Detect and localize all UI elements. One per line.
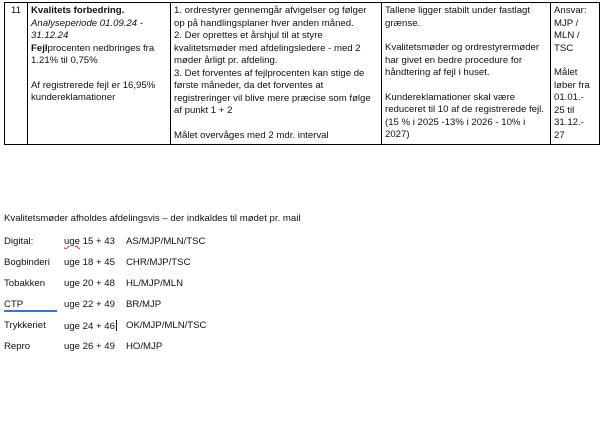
- participants: AS/MJP/MLN/TSC: [126, 236, 206, 247]
- meeting-weeks: [64, 299, 115, 310]
- action-item-2: 2. Der oprettes et årshjul til at styre kvalitetsmøder med afdelingsledere - med 2 møder årligt pr. afdeling.: [174, 30, 361, 66]
- goal-statement: [31, 43, 167, 68]
- week-numbers: 22 + 49: [80, 299, 115, 310]
- meeting-note: Kvalitetsmøder afholdes afdelingsvis – der indkaldes til mødet pr. mail: [4, 213, 301, 224]
- meeting-weeks: [64, 320, 117, 332]
- goal-statement-text: procenten nedbringes fra 1.21% til 0,75%: [31, 42, 155, 66]
- actions-cell: [171, 3, 382, 145]
- week-numbers: 20 + 48: [80, 278, 115, 289]
- department-name: Trykkeriet: [4, 320, 46, 331]
- text-cursor: [116, 320, 117, 331]
- week-word: uge: [64, 321, 81, 332]
- week-word: uge: [64, 257, 81, 268]
- quality-goals-table: [4, 2, 600, 145]
- department-name: Bogbinderi: [4, 257, 50, 268]
- week-numbers: 15 + 43: [80, 236, 115, 247]
- status-p3: Kundereklamationer skal være reduceret til 10 af de registrerede fejl.: [385, 91, 544, 115]
- responsible-names: MJP / MLN / TSC: [554, 17, 580, 54]
- participants: BR/MJP: [126, 299, 162, 310]
- table-row: [5, 3, 600, 145]
- status-p1: Tallene ligger stabilt under fastlagt grænse.: [385, 5, 531, 29]
- meeting-weeks: [64, 278, 115, 289]
- action-item-1: 1. ordrestyrer gennemgår afvigelser og følger op på handlingsplaner hver anden måned.: [174, 5, 367, 29]
- meeting-weeks: [64, 257, 115, 268]
- status-cell: [382, 3, 551, 145]
- goal-note: Af registrerede fejl er 16,95% kundereklamationer: [31, 79, 156, 103]
- row-number: 11: [5, 3, 28, 145]
- responsible-label: Ansvar:: [554, 5, 587, 16]
- week-word: uge: [64, 278, 81, 289]
- meeting-weeks: [64, 341, 115, 352]
- department-name: CTP: [4, 299, 57, 312]
- monitoring-note: Målet overvåges med 2 mdr. interval: [174, 129, 329, 141]
- week-numbers: 24 + 46: [80, 321, 115, 332]
- week-numbers: 18 + 45: [80, 257, 115, 268]
- participants: CHR/MJP/TSC: [126, 257, 191, 268]
- participants: OK/MJP/MLN/TSC: [126, 320, 207, 331]
- status-p4: (15 % i 2025 -13% i 2026 - 10% i 2027): [385, 116, 526, 140]
- goal-statement-bold: Fejl: [31, 42, 48, 54]
- action-item-3: 3. Det forventes af fejlprocenten kan stige de første måneder, da det forventes at registreringer vil blive mere præcise som følge af punkt 1 + 2: [174, 67, 371, 116]
- goal-cell: [28, 3, 171, 145]
- participants: HL/MJP/MLN: [126, 278, 184, 289]
- department-name: Tobakken: [4, 278, 46, 289]
- status-p2: Kvalitetsmøder og ordrestyrermøder har givet en bedre procedure for håndtering af fejl i huset.: [385, 42, 540, 78]
- department-name: Digital:: [4, 236, 34, 247]
- responsible-cell: [551, 3, 600, 145]
- target-period: Målet løber fra 01.01.- 25 til 31.12.- 27: [554, 67, 590, 141]
- week-word: uge: [64, 341, 81, 352]
- goal-title: Kvalitets forbedring.: [31, 5, 125, 16]
- meeting-weeks: [64, 236, 115, 247]
- week-word: uge: [64, 299, 81, 310]
- analysis-period: Analyseperiode 01.09.24 - 31.12.24: [31, 17, 144, 41]
- week-numbers: 26 + 49: [80, 341, 115, 352]
- department-name: Repro: [4, 341, 31, 352]
- participants: HO/MJP: [126, 341, 163, 352]
- week-word: uge: [64, 236, 81, 247]
